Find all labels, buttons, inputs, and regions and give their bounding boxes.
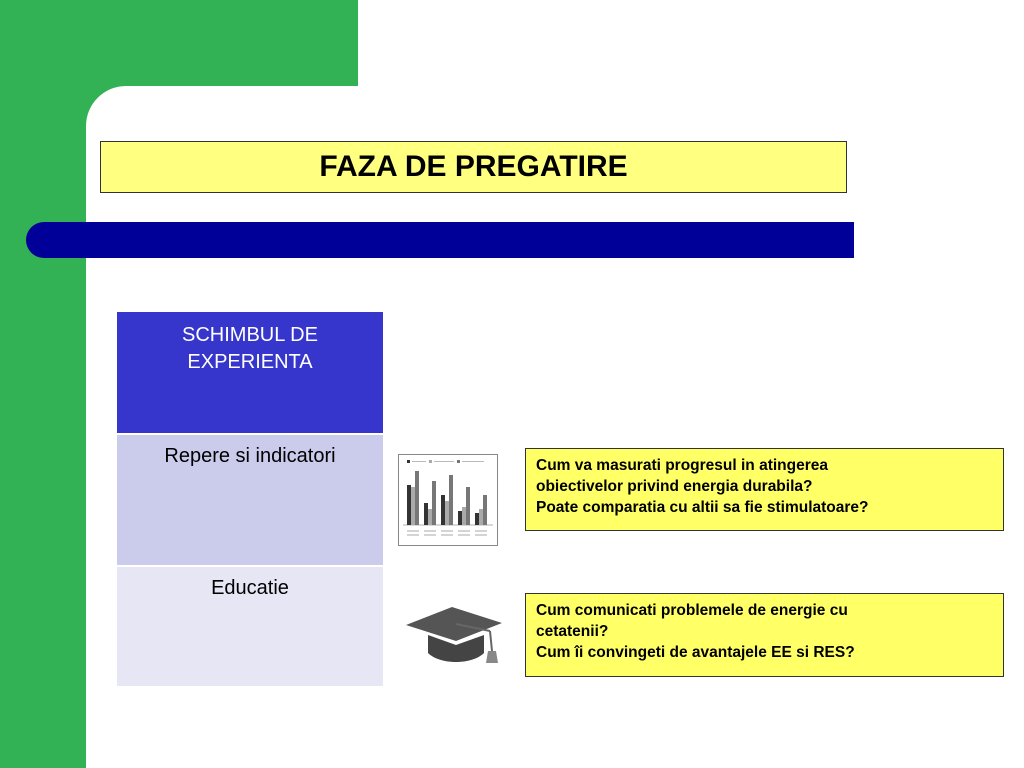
- slide-title: FAZA DE PREGATIRE: [100, 141, 847, 193]
- background-green-band-left: [0, 0, 86, 768]
- graduation-cap-icon: [402, 601, 512, 671]
- question-line: Cum îi convingeti de avantajele EE si RES?: [536, 644, 855, 661]
- question-box-communication: [525, 593, 1004, 677]
- question-line: Cum va masurati progresul in atingerea: [536, 457, 829, 474]
- table-row-educatie: Educatie: [117, 567, 383, 688]
- background-green-band-top: [0, 0, 358, 86]
- background-rounded-corner: [86, 86, 126, 126]
- table-header-cell: [117, 312, 383, 435]
- question-line: Cum comunicati problemele de energie cu: [536, 602, 848, 619]
- table-header-line-2: EXPERIENTA: [187, 351, 313, 373]
- bar-chart-thumbnail-icon: [398, 454, 498, 546]
- decorative-blue-bar: [26, 222, 854, 258]
- question-line: obiectivelor privind energia durabila?: [536, 478, 813, 495]
- question-line: Poate comparatia cu altii sa fie stimulatoare?: [536, 499, 869, 516]
- experience-table: [117, 312, 383, 688]
- question-box-progress: [525, 448, 1004, 531]
- question-line: cetatenii?: [536, 623, 609, 640]
- table-header-line-1: SCHIMBUL DE: [182, 324, 318, 346]
- table-row-repere: Repere si indicatori: [117, 435, 383, 567]
